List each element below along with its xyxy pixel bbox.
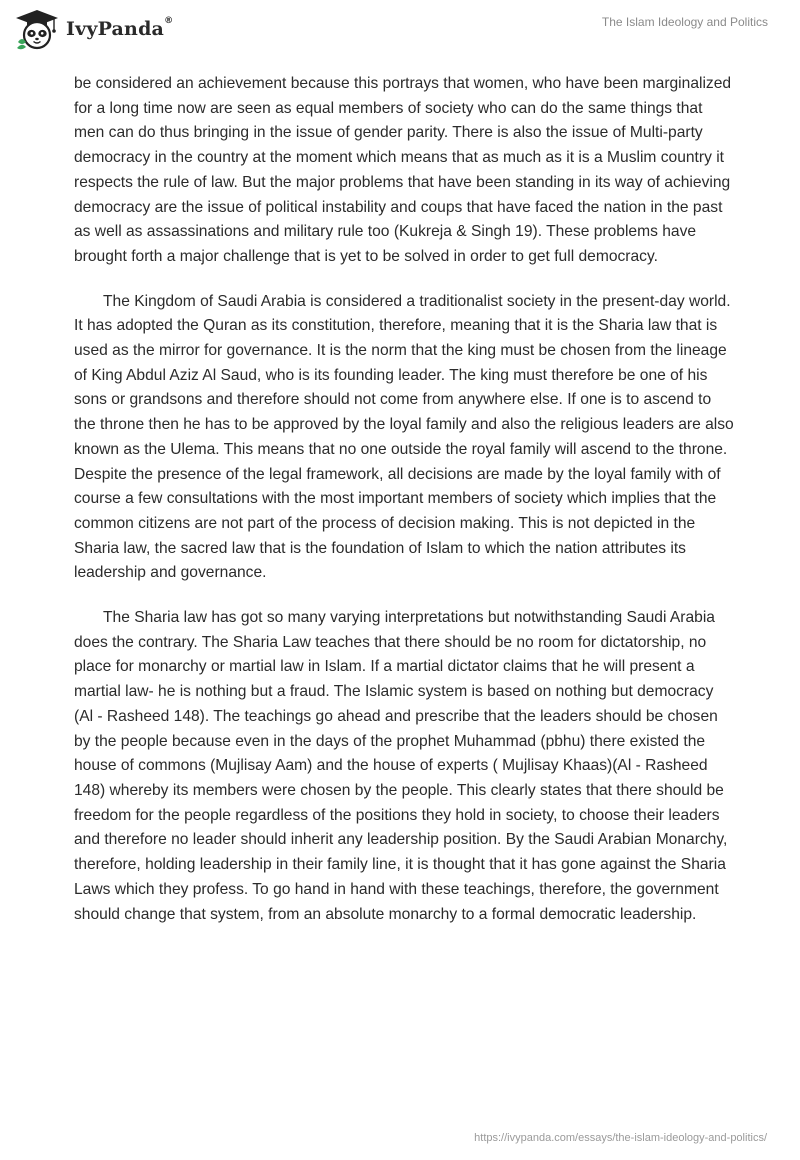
registered-mark: ® — [164, 16, 174, 26]
essay-body — [74, 72, 734, 947]
paragraph: The Kingdom of Saudi Arabia is considered a traditionalist society in the present-day world. It has adopted the Quran as its constitution, therefore, meaning that it is the Sharia law that is used as the mirror for governance. It is the norm that the king must be chosen from the lineage of King Abdul Aziz Al Saud, who is its founding leader. The king must therefore be one of his sons or grandsons and therefore should not come from anywhere else. If one is to ascend to the throne then he has to be approved by the loyal family and also the religious leaders are also known as the Ulema. This means that no one outside the royal family will ascend to the throne. Despite the presence of the legal framework, all decisions are made by the loyal family with of course a few consultations with the most important members of society which implies that the common citizens are not part of the process of decision making. This is not depicted in the Sharia law, the sacred law that is the foundation of Islam to which the nation attributes its leadership and governance. — [74, 292, 734, 582]
source-url[interactable]: https://ivypanda.com/essays/the-islam-ideology-and-politics/ — [474, 1132, 767, 1144]
brand-name: IvyPanda® — [66, 16, 174, 40]
paragraph: be considered an achievement because this portrays that women, who have been marginalized for a long time now are seen as equal members of society who can do the same things that men can do thus bringing in the issue of gender parity. There is also the issue of Multi-party democracy in the country at the moment which means that as much as it is a Muslim country it respects the rule of law. But the major problems that have been standing in its way of achieving democracy are the issue of political instability and coups that have faced the nation in the past as well as assassinations and military rule too (Kukreja & Singh 19). These problems have brought forth a major challenge that is yet to be solved in order to get full democracy. — [74, 75, 732, 265]
paragraph: The Sharia law has got so many varying interpretations but notwithstanding Saudi Arabia does the contrary. The Sharia Law teaches that there should be no room for dictatorship, no place for monarchy or martial law in Islam. If a martial dictator claims that he will present a martial law- he is nothing but a fraud. The Islamic system is based on nothing but democracy (Al - Rasheed 148). The teachings go ahead and prescribe that the leaders should be chosen by the people because even in the days of the prophet Muhammad (pbhu) there existed the house of commons (Mujlisay Aam) and the house of experts ( Mujlisay Khaas)(Al - Rasheed 148) whereby its members were chosen by the people. This clearly states that there should be freedom for the people regardless of the positions they hold in society, to choose their leaders and therefore no leader should inherit any leadership position. By the Saudi Arabian Monarchy, therefore, holding leadership in their family line, it is thought that it has gone against the Sharia Laws which they profess. To go hand in hand with these teachings, therefore, the government should change that system, from an absolute monarchy to a formal democratic leadership. — [74, 609, 728, 923]
site-logo[interactable] — [14, 8, 173, 50]
document-title: The Islam Ideology and Politics — [601, 15, 768, 29]
panda-graduate-icon — [14, 8, 60, 50]
page-header — [0, 0, 800, 60]
